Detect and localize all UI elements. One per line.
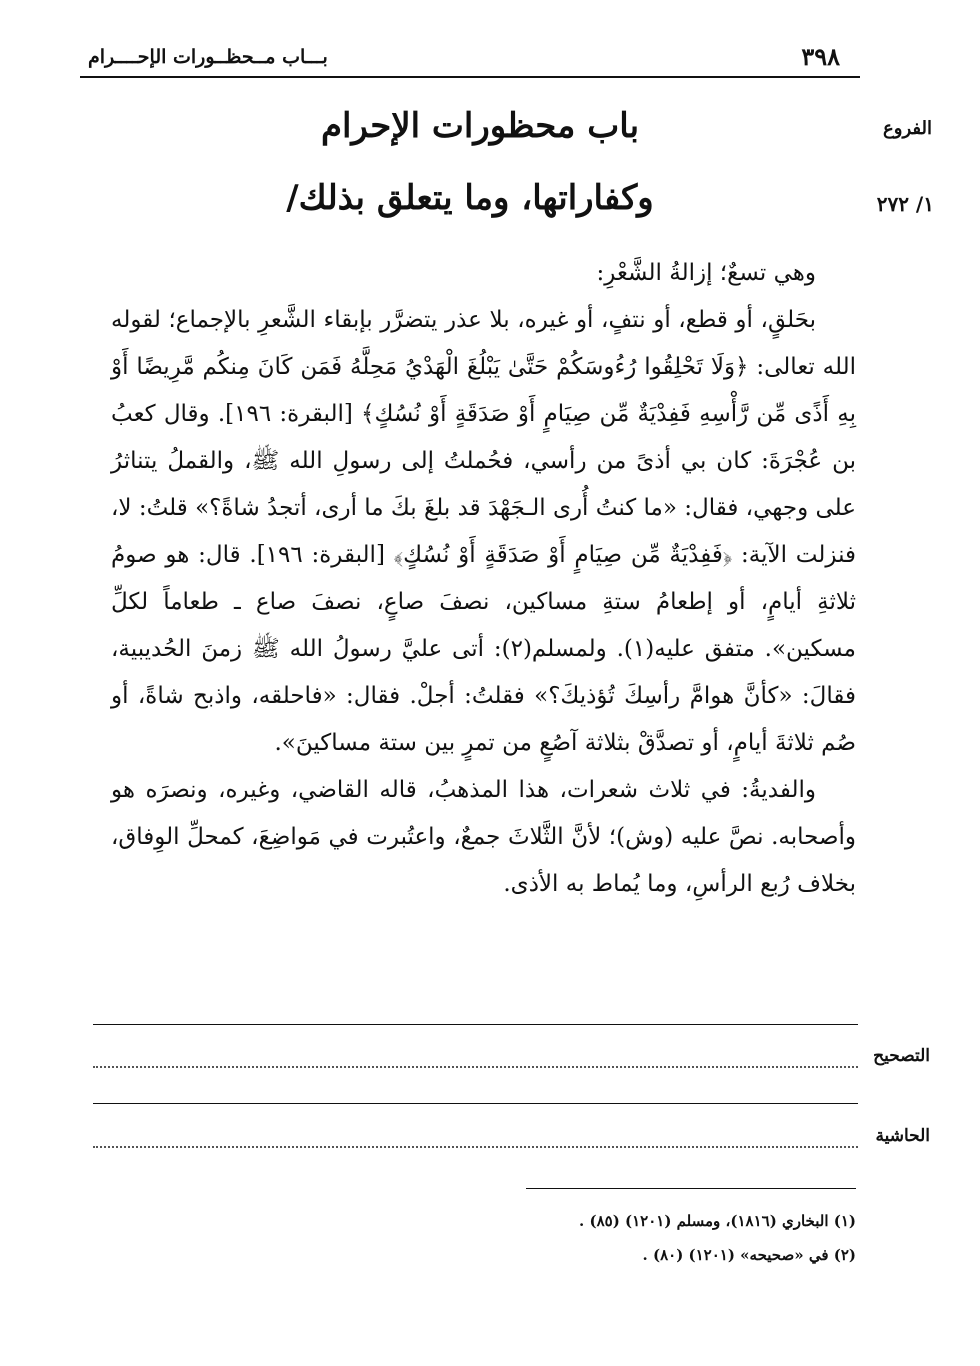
footnote-2: (٢) في «صحيحه» (١٢٠١) (٨٠) . (642, 1246, 856, 1264)
margin-section-label: الفروع (883, 118, 932, 139)
correction-dotted-line (93, 1066, 858, 1068)
correction-top-rule (93, 1024, 858, 1025)
page-number: ٣٩٨ (801, 42, 840, 71)
running-title: بـــاب مــحظــورات الإحــــرام (88, 46, 328, 68)
correction-label: التصحيح (873, 1046, 930, 1066)
main-text (111, 250, 856, 908)
footnote-1: (١) البخاري (١٨١٦)، ومسلم (١٢٠١) (٨٥) . (579, 1212, 856, 1230)
page-header (80, 40, 860, 78)
footnote-rule (526, 1188, 856, 1189)
paragraph-2: بحَلقٍ، أو قطع، أو نتفٍ، أو غيره، بلا عذر يتضرَّر بإبقاء الشَّعرِ بالإجماع؛ لقوله الله تعالى: ﴿وَلَا تَحْلِقُوا رُءُوسَكُمْ حَتَّىٰ يَبْلُغَ الْهَدْيُ مَحِلَّهُ فَمَن كَانَ مِنكُم مَّرِيضًا أَوْ بِهِ أَذًى مِّن رَّأْسِهِ فَفِدْيَةٌ مِّن صِيَامٍ أَوْ صَدَقَةٍ أَوْ نُسُكٍ﴾ [البقرة: ١٩٦]. وقال كعبُ بن عُجْرَةَ: كان بي أذىً من رأسي، فحُملتُ إلى رسولِ الله ﷺ، والقملُ يتناثرُ على وجهي، فقال: «ما كنتُ أُرى الـجَهْدَ قد بلغَ بكَ ما أرى، أتجدُ شاةً؟» قلتُ: لا، فنزلت الآية: ﴿فَفِدْيَةٌ مِّن صِيَامٍ أَوْ صَدَقَةٍ أَوْ نُسُكٍ﴾ [البقرة: ١٩٦]. قال: هو صومُ ثلاثةِ أيامٍ، أو إطعامُ ستةِ مساكين، نصفَ صاعٍ، نصفَ صاع ـ طعاماً لكلِّ مسكين». متفق عليه(١). ولمسلم(٢): أتى عليَّ رسولُ الله ﷺ زمنَ الحُديبية، فقالَ: «كأنَّ هوامَّ رأسِكَ تُؤذيكَ؟» فقلتُ: أجلْ. فقال: «فاحلقه، واذبح شاةً، أو صُم ثلاثةَ أيامٍ، أو تصدَّقْ بثلاثة آصُعٍ من تمرٍ بين ستة مساكينَ». (111, 307, 857, 756)
chapter-subtitle: وكفاراتها، وما يتعلق بذلك/ (286, 178, 654, 218)
paragraph-3: والفديةُ: في ثلاث شعرات، هذا المذهبُ، قاله القاضي، وغيره، ونصرَه هو وأصحابه. نصَّ عليه (وش)؛ لأنَّ الثَّلاثَ جمعٌ، واعتُبرت في مَواضِعَ، كمحلِّ الوِفاق، بخلاف رُبع الرأسِ، وما يُماط به الأذى. (111, 777, 856, 897)
annotation-label: الحاشية (875, 1126, 930, 1146)
annotation-top-rule (93, 1103, 858, 1104)
footnotes (116, 1204, 856, 1272)
paragraph-1: وهي تسعٌ؛ إزالةُ الشَّعْرِ: (596, 260, 816, 286)
margin-reference: ١/ ٢٧٢ (876, 192, 934, 216)
annotation-dotted-line (93, 1146, 858, 1148)
chapter-title: باب محظورات الإحرام (320, 106, 640, 146)
